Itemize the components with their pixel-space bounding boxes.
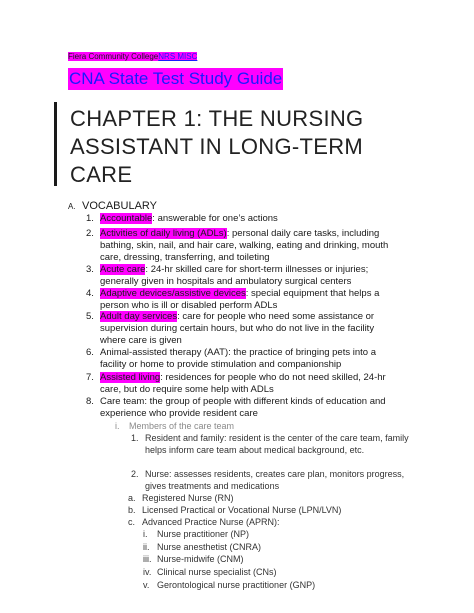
list-item-text: Nurse anesthetist (CNRA) [157, 542, 262, 552]
list-item [86, 213, 400, 225]
list-item [86, 372, 400, 396]
chapter-title: CHAPTER 1: THE NURSING ASSISTANT IN LONG-TERM CARE [70, 106, 364, 187]
item-number: c. [128, 517, 136, 527]
list-item-text: Nurse practitioner (NP) [157, 529, 250, 539]
item-number: a. [128, 493, 136, 503]
list-item [128, 505, 342, 517]
list-item [131, 469, 415, 492]
item-number: 7. [86, 372, 94, 383]
list-item-text: Resident and family: resident is the center of the care team, family helps inform care team about medical background, etc. [145, 433, 409, 455]
source-label: Fiera Community College [68, 52, 159, 61]
list-item-text: Nurse: assesses residents, creates care plan, monitors progress, gives treatments and medications [145, 469, 405, 491]
list-item-text: Registered Nurse (RN) [142, 493, 234, 503]
list-item [86, 347, 400, 371]
list-item-text: Licensed Practical or Vocational Nurse (LPN/LVN) [142, 505, 342, 515]
list-item [86, 264, 400, 288]
source-line [68, 52, 197, 62]
list-item [143, 529, 250, 541]
item-number: 1. [131, 433, 139, 443]
item-number: ii. [143, 542, 150, 552]
vocab-term: Adult day services [100, 311, 178, 322]
item-number: 1. [86, 213, 94, 224]
vocab-definition: : personal daily care tasks, including bathing, skin, nail, and hair care, walking, eating and drinking, mouth care, dressing, transferring, and toileting [100, 228, 389, 263]
vocab-definition: Animal-assisted therapy (AAT): the practice of bringing pets into a facility or home to provide stimulation and companionship [100, 347, 376, 370]
list-item [128, 493, 234, 505]
section-title: VOCABULARY [82, 200, 157, 212]
list-item-text: Advanced Practice Nurse (APRN): [142, 517, 280, 527]
list-item [128, 517, 280, 529]
care-team-heading-text: Members of the care team [129, 421, 235, 431]
item-number: 2. [86, 228, 94, 239]
item-number: iii. [143, 554, 152, 564]
list-item [143, 542, 262, 554]
list-item [143, 580, 316, 592]
item-number: iv. [143, 567, 152, 577]
list-item [143, 567, 277, 579]
list-item [131, 433, 415, 456]
item-number: 8. [86, 396, 94, 407]
section-marker: A. [68, 202, 76, 211]
item-number: v. [143, 580, 150, 590]
vocab-term: Activities of daily living (ADLs) [100, 228, 227, 239]
vocab-term: Acute care [100, 264, 146, 275]
list-item [86, 228, 400, 263]
vocab-definition: : care for people who need some assistance or supervision during certain hours, but who do not live in the facility where care is given [100, 311, 375, 346]
care-team-marker: i. [115, 421, 120, 431]
item-number: 4. [86, 288, 94, 299]
item-number: 6. [86, 347, 94, 358]
list-item-text: Gerontological nurse practitioner (GNP) [157, 580, 316, 590]
care-team-heading [115, 421, 235, 433]
item-number: 3. [86, 264, 94, 275]
chapter-heading [54, 102, 370, 186]
list-item [143, 554, 244, 566]
list-item-text: Nurse-midwife (CNM) [157, 554, 244, 564]
item-number: 2. [131, 469, 139, 479]
vocab-definition: : special equipment that helps a person who is ill or disabled perform ADLs [100, 288, 380, 311]
source-link[interactable]: NRS MISC [158, 52, 198, 61]
vocab-term: Adaptive devices/assistive devices [100, 288, 246, 299]
list-item [86, 311, 400, 346]
vocab-definition: : residences for people who do not need skilled, 24-hr care, but do require some help with ADLs [100, 372, 386, 395]
vocab-definition: : 24-hr skilled care for short-term illnesses or injuries; generally given in hospitals and ambulatory surgical centers [100, 264, 369, 287]
list-item [86, 288, 400, 312]
item-number: i. [143, 529, 148, 539]
list-item-text: Clinical nurse specialist (CNs) [157, 567, 277, 577]
vocab-definition: : answerable for one’s actions [152, 213, 278, 224]
vocab-term: Accountable [100, 213, 153, 224]
list-item [86, 396, 400, 420]
study-guide-banner: CNA State Test Study Guide [69, 69, 283, 88]
section-heading [68, 200, 157, 213]
vocab-term: Assisted living [100, 372, 161, 383]
item-number: b. [128, 505, 136, 515]
item-number: 5. [86, 311, 94, 322]
vocab-definition: Care team: the group of people with different kinds of education and experience who provide resident care [100, 396, 386, 419]
